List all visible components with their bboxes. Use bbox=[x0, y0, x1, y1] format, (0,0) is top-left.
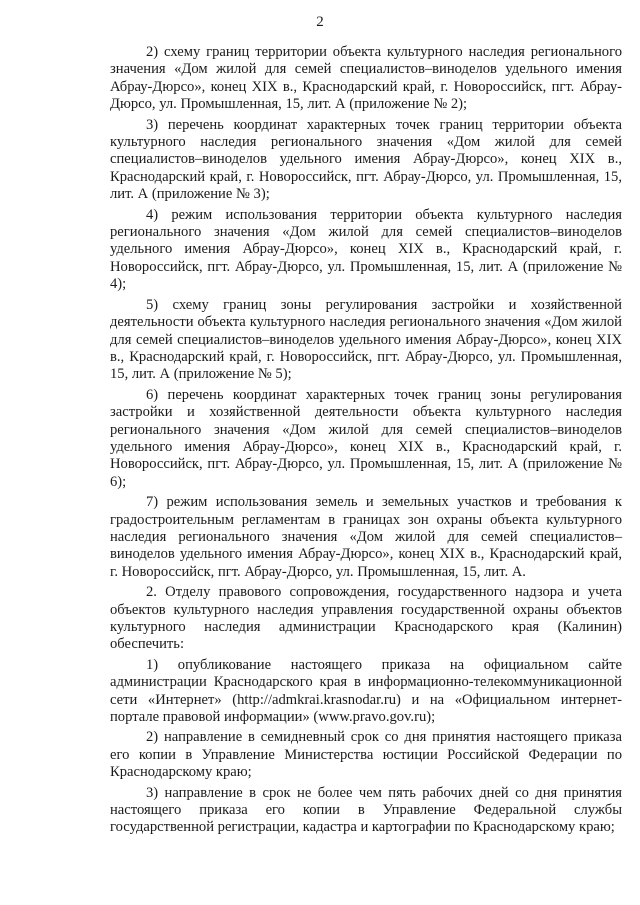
subitem-1-publication: 1) опубликование настоящего приказа на официальном сайте администрации Краснодарского края в информационно-телекоммуникационной сети «Интернет» (http://admkrai.krasnodar.ru) и на «Официальном интернет-портале правовой информации» (www.pravo.gov.ru); bbox=[110, 656, 622, 726]
document-body bbox=[110, 44, 622, 840]
subitem-2-justice-ministry: 2) направление в семидневный срок со дня принятия настоящего приказа его копии в Управление Министерства юстиции Российской Федерации по Краснодарскому краю; bbox=[110, 729, 622, 781]
item-3-boundary-coordinates: 3) перечень координат характерных точек границ территории объекта культурного наследия регионального значения «Дом жилой для семей специалистов–виноделов удельного имения Абрау-Дюрсо», конец XIX в., Краснодарский край, г. Новороссийск, пгт. Абрау-Дюрсо, ул. Промышленная, 15, лит. А (приложение № 3); bbox=[110, 116, 622, 203]
page-number: 2 bbox=[316, 14, 324, 30]
subitem-3-registry-service: 3) направление в срок не более чем пять рабочих дней со дня принятия настоящего приказа его копии в Управление Федеральной службы государственной регистрации, кадастра и картографии по Краснодарскому краю; bbox=[110, 784, 622, 836]
item-5-zone-scheme: 5) схему границ зоны регулирования застройки и хозяйственной деятельности объекта культурного наследия регионального значения «Дом жилой для семей специалистов–виноделов удельного имения Абрау-Дюрсо», конец XIX в., Краснодарский край, г. Новороссийск, пгт. Абрау-Дюрсо, ул. Промышленная, 15, лит. А (приложение № 5); bbox=[110, 296, 622, 383]
item-2-boundary-scheme: 2) схему границ территории объекта культурного наследия регионального значения «Дом жилой для семей специалистов–виноделов удельного имения Абрау-Дюрсо», конец XIX в., Краснодарский край, г. Новороссийск, пгт. Абрау-Дюрсо, ул. Промышленная, 15, лит. А (приложение № 2); bbox=[110, 44, 622, 113]
item-4-territory-regime: 4) режим использования территории объекта культурного наследия регионального значения «Дом жилой для семей специалистов–виноделов удельного имения Абрау-Дюрсо», конец XIX в., Краснодарский край, г. Новороссийск, пгт. Абрау-Дюрсо, ул. Промышленная, 15, лит. А (приложение № 4); bbox=[110, 206, 622, 293]
section-2-heading-paragraph: 2. Отделу правового сопровождения, государственного надзора и учета объектов культурного наследия управления государственной охраны объектов культурного наследия администрации Краснодарского края (Калинин) обеспечить: bbox=[110, 584, 622, 653]
item-7-land-use-regime: 7) режим использования земель и земельных участков и требования к градостроительным регламентам в границах зон охраны объекта культурного наследия регионального значения «Дом жилой для семей специалистов–виноделов удельного имения Абрау-Дюрсо», конец XIX в., Краснодарский край, г. Новороссийск, пгт. Абрау-Дюрсо, ул. Промышленная, 15, лит. А. bbox=[110, 494, 622, 580]
item-6-zone-coordinates: 6) перечень координат характерных точек границ зоны регулирования застройки и хозяйственной деятельности объекта культурного наследия регионального значения «Дом жилой для семей специалистов–виноделов удельного имения Абрау-Дюрсо», конец XIX в., Краснодарский край, г. Новороссийск, пгт. Абрау-Дюрсо, ул. Промышленная, 15, лит. А (приложение № 6); bbox=[110, 386, 622, 490]
